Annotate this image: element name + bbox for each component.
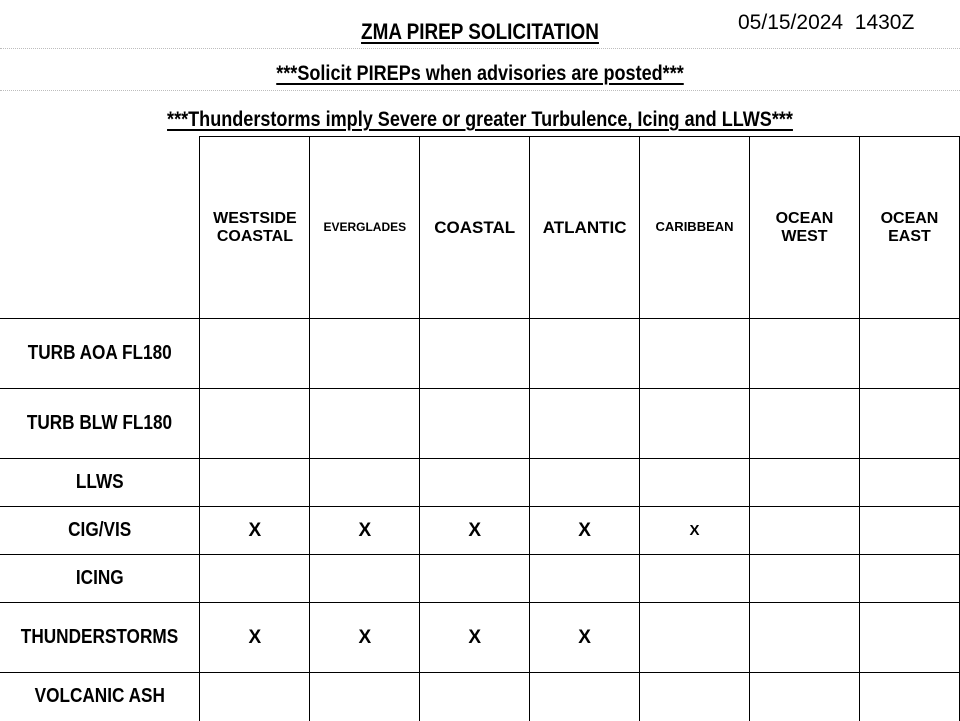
- table-cell: [310, 459, 420, 507]
- row-label-text: ICING: [75, 567, 124, 589]
- row-label-text: THUNDERSTORMS: [21, 626, 179, 648]
- row-label-turb-aoa-fl180: [0, 319, 200, 389]
- table-cell: X: [530, 507, 640, 555]
- divider-line: [0, 90, 960, 91]
- table-row-turb-aoa-fl180: [0, 319, 960, 389]
- table-cell: [749, 673, 859, 721]
- table-cell: [640, 319, 750, 389]
- table-cell: X: [420, 507, 530, 555]
- table-cell: [749, 507, 859, 555]
- table-cell: [640, 673, 750, 721]
- table-cell: [310, 389, 420, 459]
- table-cell: [859, 459, 959, 507]
- table-cell: [859, 555, 959, 603]
- table-cell: [749, 555, 859, 603]
- table-cell: X: [200, 507, 310, 555]
- subtitle-advisories: [67, 62, 893, 86]
- row-label-llws: [0, 459, 200, 507]
- column-header-ocean-east: OCEAN EAST: [859, 137, 959, 319]
- header-row: [0, 137, 960, 319]
- table-cell: [420, 389, 530, 459]
- row-label-text: LLWS: [75, 471, 124, 493]
- table-cell: [310, 555, 420, 603]
- divider-line: [0, 48, 960, 49]
- table-cell: [749, 319, 859, 389]
- table-cell: [859, 507, 959, 555]
- timestamp: 05/15/2024 1430Z: [738, 11, 915, 34]
- table-cell: [200, 555, 310, 603]
- column-header-coastal: COASTAL: [420, 137, 530, 319]
- table-cell: X: [530, 603, 640, 673]
- table-cell: [640, 459, 750, 507]
- table-row-icing: [0, 555, 960, 603]
- table-cell: [749, 389, 859, 459]
- table-cell: [859, 319, 959, 389]
- table-cell: X: [310, 507, 420, 555]
- table-cell: [530, 555, 640, 603]
- row-label-text: CIG/VIS: [68, 519, 132, 541]
- pirep-table: [0, 136, 960, 721]
- column-header-westside-coastal: WESTSIDE COASTAL: [200, 137, 310, 319]
- table-cell: [530, 673, 640, 721]
- table-cell: [420, 319, 530, 389]
- column-header-ocean-west: OCEAN WEST: [749, 137, 859, 319]
- table-cell: [859, 389, 959, 459]
- row-label-text: TURB AOA FL180: [27, 342, 172, 364]
- table-cell: [859, 673, 959, 721]
- table-cell: [420, 459, 530, 507]
- table-cell: [420, 555, 530, 603]
- table-row-cig-vis: [0, 507, 960, 555]
- table-cell: [310, 673, 420, 721]
- table-cell: [530, 459, 640, 507]
- row-label-volcanic-ash: [0, 673, 200, 721]
- subtitle-advisories-text: ***Solicit PIREPs when advisories are posted***: [276, 62, 684, 85]
- subtitle-thunderstorms-text: ***Thunderstorms imply Severe or greater Turbulence, Icing and LLWS***: [167, 108, 793, 131]
- table-cell: X: [200, 603, 310, 673]
- table-row-llws: [0, 459, 960, 507]
- row-label-text: VOLCANIC ASH: [34, 685, 165, 708]
- table-row-volcanic-ash: [0, 673, 960, 721]
- table-row-thunderstorms: [0, 603, 960, 673]
- column-header-caribbean: CARIBBEAN: [640, 137, 750, 319]
- table-cell: [640, 555, 750, 603]
- table-cell: [200, 389, 310, 459]
- table-cell: [749, 459, 859, 507]
- table-row-turb-blw-fl180: [0, 389, 960, 459]
- table-cell: [859, 603, 959, 673]
- table-cell: [200, 673, 310, 721]
- column-header-everglades: EVERGLADES: [310, 137, 420, 319]
- table-cell: [749, 603, 859, 673]
- table-cell: X: [420, 603, 530, 673]
- row-label-text: TURB BLW FL180: [27, 412, 173, 434]
- table-cell: [200, 459, 310, 507]
- table-cell: [310, 319, 420, 389]
- table-cell: [530, 389, 640, 459]
- table-cell: X: [640, 507, 750, 555]
- table-cell: [640, 603, 750, 673]
- table-cell: [200, 319, 310, 389]
- row-label-cig-vis: [0, 507, 200, 555]
- row-label-turb-blw-fl180: [0, 389, 200, 459]
- row-label-icing: [0, 555, 200, 603]
- page-title-text: ZMA PIREP SOLICITATION: [361, 19, 599, 44]
- table-cell: [530, 319, 640, 389]
- row-label-thunderstorms: [0, 603, 200, 673]
- column-header-atlantic: ATLANTIC: [530, 137, 640, 319]
- subtitle-thunderstorms: [67, 108, 893, 132]
- table-cell: [640, 389, 750, 459]
- corner-cell: [0, 137, 200, 319]
- table-cell: X: [310, 603, 420, 673]
- table-cell: [420, 673, 530, 721]
